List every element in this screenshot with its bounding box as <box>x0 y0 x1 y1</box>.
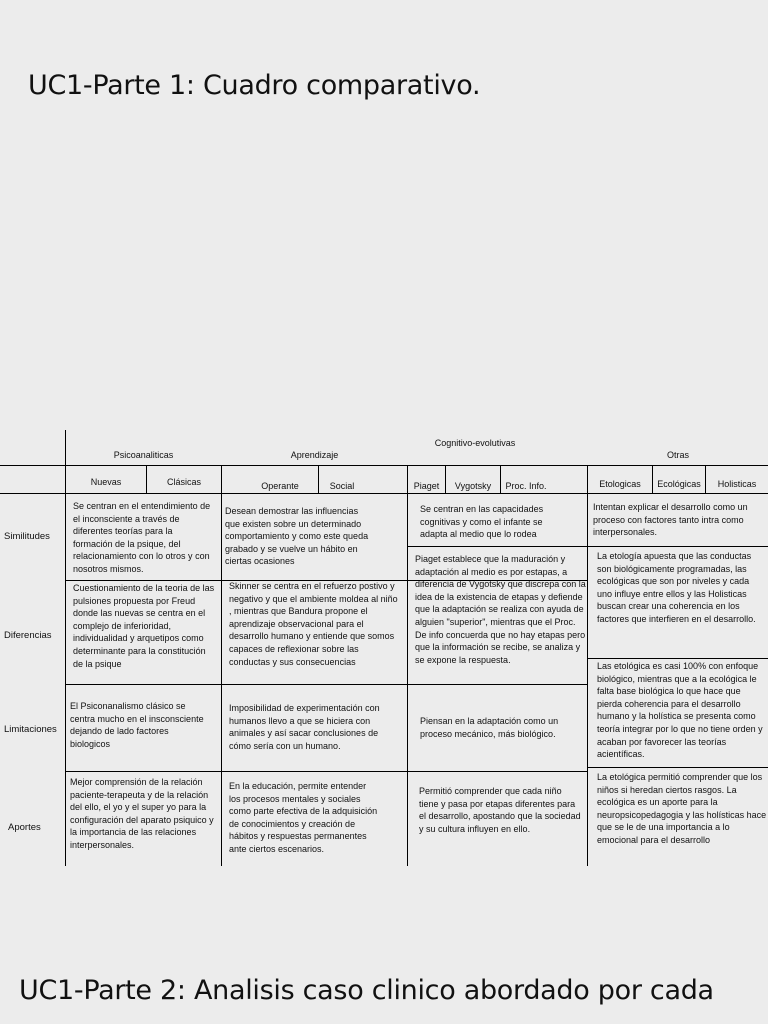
subheader-piaget: Piaget <box>413 481 440 491</box>
cell-diferencias-cognitivo: Piaget establece que la maduración y adaptación al medio es por estapas, a diferencia de Vygotsky que discrepa con la idea de la existencia de etapas y defiende que la adaptación se realiza con ayuda de alguien "superior", mientras que el Proc. De info concuerda que no hay etapas pero que la información se recibe, se analiza y se expone la respuesta. <box>415 554 586 665</box>
grid-line <box>407 465 408 866</box>
section-title: UC1-Parte 2: Analisis caso clinico abordado por cada <box>19 975 714 1006</box>
subheader-ecologicas: Ecológicas <box>657 479 701 489</box>
grid-line <box>0 493 768 494</box>
cell-diferencias-otras: La etología apuesta que las conductas son biológicamente programadas, las ecológicas que son por niveles y cada uno influye entre ellos y las Holisticas buscan crear una coherencia en los factores que interfieren en el desarrollo. <box>597 551 756 624</box>
grid-line <box>587 658 768 659</box>
subheader-social: Social <box>329 481 355 491</box>
page-title: UC1-Parte 1: Cuadro comparativo. <box>28 70 481 101</box>
subheader-etologicas: Etologicas <box>599 479 641 489</box>
cell-diferencias-aprendizaje: Skinner se centra en el refuerzo postivo y negativo y que el ambiente moldea al niño , mientras que Bandura propone el aprendizaje observacional para el desarrollo humano y entiende que somos capaces de reflexionar sobre las conductas y sus consecuencias <box>229 581 398 667</box>
cell-limitaciones-aprendizaje: Imposibilidad de experimentación con humanos llevo a que se hiciera con animales y así sacar conclusiones de cómo sería con un humano. <box>229 703 380 751</box>
cell-similitudes-cognitivo: Se centran en las capacidades cognitivas y como el infante se adapta al medio que lo rodea <box>420 504 544 540</box>
group-header-cognitivo: Cognitivo-evolutivas <box>434 438 516 448</box>
cell-aportes-otras: La etológica permitió comprender que los niños si heredan ciertos rasgos. La ecológica es un aporte para la neuropsicopedagogia y las holísticas hace que se le de una importancia a lo emocional para el desarrollo <box>597 772 767 845</box>
grid-line <box>587 465 588 866</box>
row-label-similitudes: Similitudes <box>4 531 50 542</box>
subheader-holisticas: Holisticas <box>717 479 757 489</box>
row-label-diferencias: Diferencias <box>4 630 52 641</box>
subheader-clasicas: Clásicas <box>166 477 201 487</box>
subheader-vygotsky: Vygotsky <box>454 481 492 491</box>
cell-limitaciones-cognitivo: Piensan en la adaptación como un proceso mecánico, más biológico. <box>420 716 559 739</box>
grid-line <box>587 767 768 768</box>
cell-limitaciones-psicoanaliticas: El Psiconanalismo clásico se centra mucho en el insconsciente dejando de lado factores biologicos <box>70 701 204 749</box>
subheader-operante: Operante <box>261 481 299 491</box>
cell-similitudes-psicoanaliticas: Se centran en el entendimiento de el inconsciente a través de diferentes teorías para la formación de la psique, del relacionamiento con lo otros y con nosotros mismos. <box>73 501 211 574</box>
comparison-table <box>0 430 768 866</box>
subheader-proc-info: Proc. Info. <box>505 481 547 491</box>
grid-line <box>66 771 587 772</box>
group-header-aprendizaje: Aprendizaje <box>290 450 339 460</box>
cell-aportes-psicoanaliticas: Mejor comprensión de la relación paciente-terapeuta y de la relación del ello, el yo y el super yo para la configuración del aparato psiquico y la importancia de las relaciones interpersonales. <box>70 777 214 850</box>
grid-line <box>66 684 587 685</box>
group-header-otras: Otras <box>666 450 689 460</box>
cell-aportes-aprendizaje: En la educación, permite entender los procesos mentales y sociales como parte efectiva de la adquisición de conocimientos y creación de hábitos y respuestas permanentes ante ciertos escenarios. <box>229 781 378 854</box>
row-label-limitaciones: Limitaciones <box>4 724 57 735</box>
grid-line <box>65 430 66 866</box>
cell-diferencias-psicoanaliticas: Cuestionamiento de la teoria de las pulsiones propuesta por Freud donde las nuevas se centra en el complejo de inferioridad, individualidad y arquetipos como determinante para la constitución de la psique <box>73 583 215 669</box>
grid-line <box>407 546 587 547</box>
grid-line <box>587 546 768 547</box>
cell-aportes-cognitivo: Permitió comprender que cada niño tiene y pasa por etapas diferentes para el desarrollo, apostando que la sociedad y su cultura influyen en ello. <box>419 786 581 834</box>
grid-line <box>221 465 222 866</box>
cell-similitudes-aprendizaje: Desean demostrar las influencias que existen sobre un determinado comportamiento y como este queda grabado y se vuelve un hábito en ciertas ocasiones <box>225 506 369 567</box>
group-header-psicoanaliticas: Psicoanaliticas <box>113 450 174 460</box>
row-label-aportes: Aportes <box>8 822 41 833</box>
cell-similitudes-otras: Intentan explicar el desarrollo como un proceso con factores tanto intra como interpersonales. <box>593 502 748 538</box>
cell-limitaciones-otras: Las etológica es casi 100% con enfoque biológico, mientras que a la ecológica le falta base biológica lo que hace que pierda coherencia para el desarrollo humano y la holística se presenta como teoría integrar por lo que no tiene orden y acaban por favorecer las teorías acientíficas. <box>597 661 763 760</box>
subheader-nuevas: Nuevas <box>90 477 122 487</box>
